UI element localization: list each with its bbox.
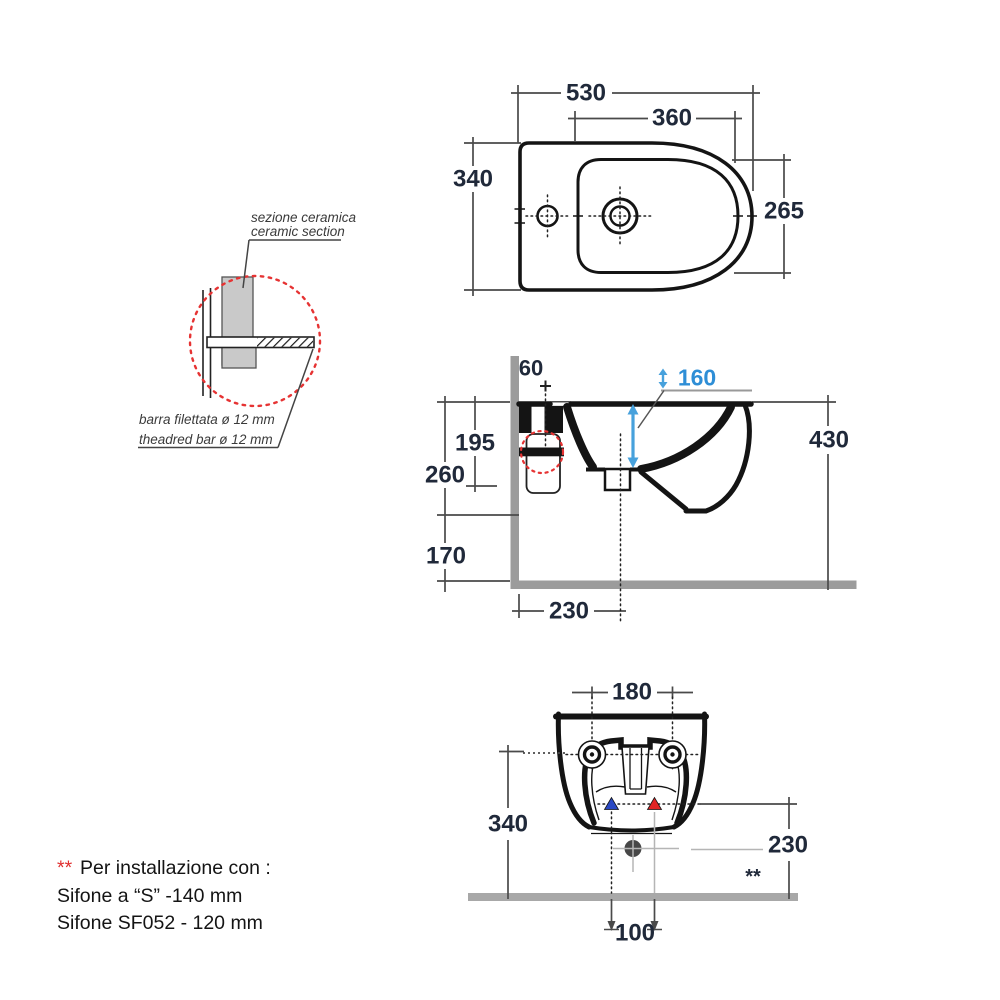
top-dim-inner-width: 360 (651, 104, 693, 132)
threaded-bar-section (519, 448, 564, 457)
ceramic-section-label-en: ceramic section (251, 224, 345, 239)
front-dim-fixing-height: 340 (487, 810, 529, 838)
note-line1: Per installazione con : (80, 857, 271, 879)
drain-fitting (605, 469, 630, 490)
detail-callout (138, 210, 357, 448)
side-dim-jet-height: 160 (677, 364, 717, 391)
side-dim-fixing: 195 (454, 429, 496, 457)
front-view (468, 679, 808, 947)
front-dim-connection-height: 230 (767, 831, 809, 859)
note-line2: Sifone a “S” -140 mm (57, 885, 243, 907)
side-dim-faucet-offset: 60 (518, 355, 544, 381)
side-dim-body: 260 (424, 461, 466, 489)
ceramic-section-label-it: sezione ceramica (251, 210, 357, 225)
arrow-down-icon (659, 382, 668, 389)
jet-height-arrow (628, 404, 639, 468)
top-dim-depth: 340 (452, 165, 494, 193)
note-marker: ** (57, 857, 73, 879)
bowl-front-wall (641, 407, 731, 469)
front-dim-hole-spacing: 180 (611, 678, 653, 706)
side-dim-total-height: 430 (808, 426, 850, 454)
cold-water-marker (605, 798, 619, 810)
wall (511, 356, 520, 589)
side-dim-under-body: 170 (425, 542, 467, 570)
side-view (425, 356, 857, 625)
side-dim-floor-projection: 230 (548, 597, 590, 625)
mounting-hole-right (659, 741, 686, 768)
top-dim-width: 530 (565, 79, 607, 107)
threaded-bar-label-it: barra filettata ø 12 mm (139, 412, 275, 427)
top-dim-inner-depth: 265 (763, 197, 805, 225)
bowl-back-wall (567, 407, 593, 467)
front-dim-connection-spacing: 100 (614, 919, 656, 947)
top-view (453, 80, 804, 297)
note-line3: Sifone SF052 - 120 mm (57, 912, 263, 934)
front-floor-marker: ** (745, 866, 761, 888)
mounting-hole-left (579, 741, 606, 768)
installation-note (57, 857, 271, 934)
front-floor (468, 893, 798, 901)
faucet-axis-cross (540, 381, 551, 392)
threaded-bar-label-en: theadred bar ø 12 mm (139, 432, 273, 447)
jet-height-label (638, 365, 752, 429)
mounting-channel (527, 434, 561, 493)
floor (511, 581, 857, 590)
